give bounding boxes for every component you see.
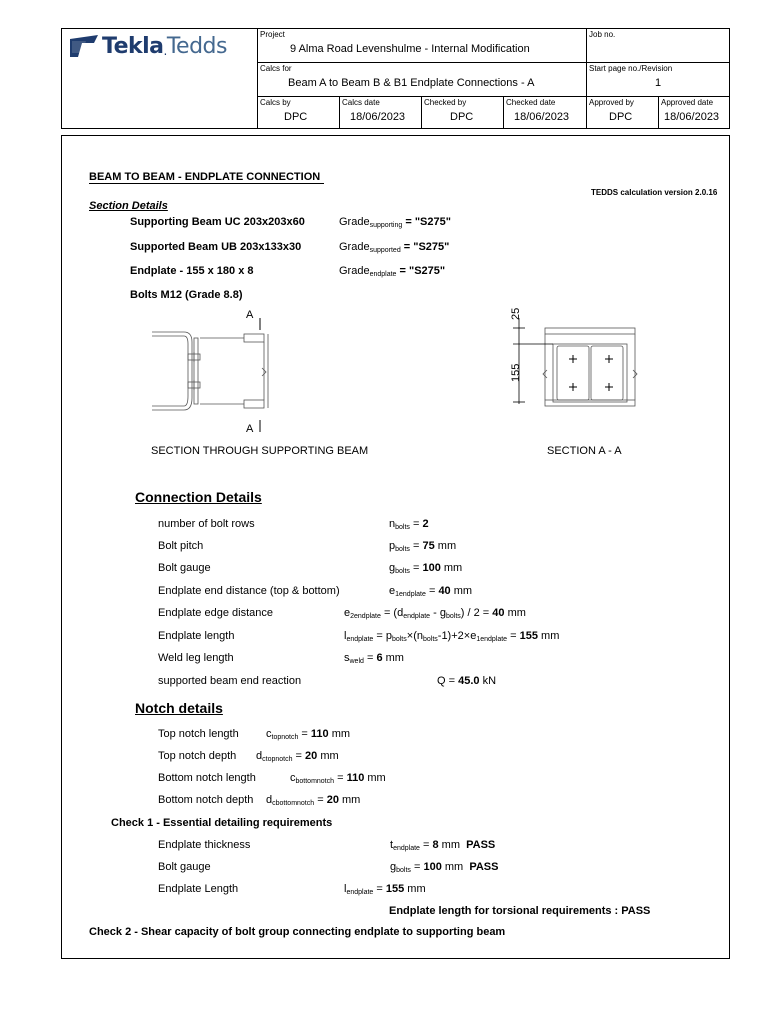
title-block (61, 28, 730, 129)
version-text: TEDDS calculation version 2.0.16 (591, 188, 718, 197)
checked-by-cell: Checked by DPC (421, 96, 503, 129)
torsional-requirement-result: Endplate length for torsional requirements : PASS (389, 905, 651, 917)
connection-row-label: Bolt pitch (158, 540, 204, 552)
connection-row-label: Weld leg length (158, 652, 234, 664)
tekla-logo-icon (68, 33, 102, 59)
grade-supporting: Grade$_{supporting}$ = "S275" (339, 216, 451, 229)
section-a-a-drawing (505, 314, 645, 420)
bolts-spec: Bolts M12 (Grade 8.8) (130, 289, 243, 301)
endplate-length-check-value: $l_{endplate} = 155$ mm (344, 883, 426, 896)
connection-row-value: $e_{1endplate} = 40$ mm (389, 585, 473, 598)
start-page-value: 1 (655, 77, 662, 89)
section-mark-bottom: A (246, 423, 254, 435)
logo-dot: . (163, 44, 167, 58)
reaction-label: supported beam end reaction (158, 675, 302, 687)
endplate-length-check-label: Endplate Length (158, 883, 239, 895)
notch-row-label: Top notch depth (158, 750, 237, 762)
supporting-beam: Supporting Beam UC 203x203x60 (130, 216, 305, 228)
notch-row-value: $d_{ctopnotch} = 20$ mm (256, 750, 339, 763)
caption-section-a-a: SECTION A - A (547, 445, 622, 457)
approved-by-cell: Approved by DPC (586, 96, 658, 129)
calcs-for-cell: Calcs for Beam A to Beam B & B1 Endplate Connections - A (257, 62, 586, 96)
endplate-size: Endplate - 155 x 180 x 8 (130, 265, 254, 277)
connection-row-value: $g_{bolts} = 100$ mm (389, 562, 463, 575)
bolt-gauge-check-value: $g_{bolts} = 100$ mm PASS (390, 861, 499, 874)
endplate-thickness-label: Endplate thickness (158, 839, 251, 851)
connection-details-heading: Connection Details (135, 489, 262, 505)
approved-date-cell: Approved date 18/06/2023 (658, 96, 730, 129)
connection-row-value: $s_{weld} = 6$ mm (344, 652, 404, 665)
grade-supported: Grade$_{supported}$ = "S275" (339, 241, 450, 254)
edge-distance-label: Endplate edge distance (158, 607, 273, 619)
endplate-length-label: Endplate length (158, 630, 235, 642)
endplate-length-formula: $l_{endplate} = p_{bolts}\times(n_{bolts}-1)+2\times e_{1endplate} = 155$ mm (344, 630, 560, 643)
notch-row-label: Top notch length (158, 728, 239, 740)
notch-row-value: $c_{bottomnotch} = 110$ mm (290, 772, 386, 785)
job-no-cell: Job no. (586, 28, 730, 62)
connection-row-value: $p_{bolts} = 75$ mm (389, 540, 457, 553)
connection-row-label: number of bolt rows (158, 518, 255, 530)
notch-row-label: Bottom notch length (158, 772, 256, 784)
check2-heading: Check 2 - Shear capacity of bolt group connecting endplate to supporting beam (89, 926, 506, 938)
reaction-value: Q = 45.0 kN (437, 675, 497, 687)
section-mark-top: A (246, 309, 254, 321)
calcs-for-value: Beam A to Beam B & B1 Endplate Connections - A (288, 77, 535, 89)
start-page-cell: Start page no./Revision 1 (586, 62, 730, 96)
tekla-tedds-logo (68, 33, 227, 59)
dimension-25: 25 (510, 307, 522, 320)
notch-row-value: $d_{cbottomnotch} = 20$ mm (266, 794, 361, 807)
doc-title: BEAM TO BEAM - ENDPLATE CONNECTION (89, 171, 324, 184)
calcs-by-cell: Calcs by DPC (257, 96, 339, 129)
logo-brand: Tekla (102, 33, 164, 59)
endplate-thickness-value: $t_{endplate} = 8$ mm PASS (390, 839, 496, 852)
thickness-pass-badge: PASS (466, 839, 496, 851)
project-cell: Project 9 Alma Road Levenshulme - Internal Modification (257, 28, 586, 62)
checked-date-cell: Checked date 18/06/2023 (503, 96, 586, 129)
caption-section-supporting: SECTION THROUGH SUPPORTING BEAM (151, 445, 369, 457)
connection-row-value: $n_{bolts} = 2$ (389, 518, 429, 531)
grade-endplate: Grade$_{endplate}$ = "S275" (339, 265, 446, 278)
logo-product: Tedds (166, 33, 227, 59)
dimension-155: 155 (510, 363, 522, 382)
notch-details-heading: Notch details (135, 700, 223, 716)
section-details-heading: Section Details (89, 200, 168, 212)
gauge-pass-badge: PASS (469, 861, 499, 873)
notch-row-label: Bottom notch depth (158, 794, 254, 806)
project-value: 9 Alma Road Levenshulme - Internal Modification (290, 43, 530, 55)
supported-beam: Supported Beam UB 203x133x30 (130, 241, 302, 253)
notch-row-value: $c_{topnotch} = 110$ mm (266, 728, 351, 741)
bolt-gauge-check-label: Bolt gauge (158, 861, 211, 873)
calcs-date-cell: Calcs date 18/06/2023 (339, 96, 421, 129)
edge-distance-formula: $e_{2endplate} = (d_{endplate} - g_{bolts}) / 2 = 40$ mm (344, 607, 526, 620)
connection-row-label: Bolt gauge (158, 562, 211, 574)
connection-row-label: Endplate end distance (top & bottom) (158, 585, 340, 597)
check1-heading: Check 1 - Essential detailing requirements (111, 817, 333, 829)
section-through-supporting-beam-drawing (140, 306, 290, 436)
